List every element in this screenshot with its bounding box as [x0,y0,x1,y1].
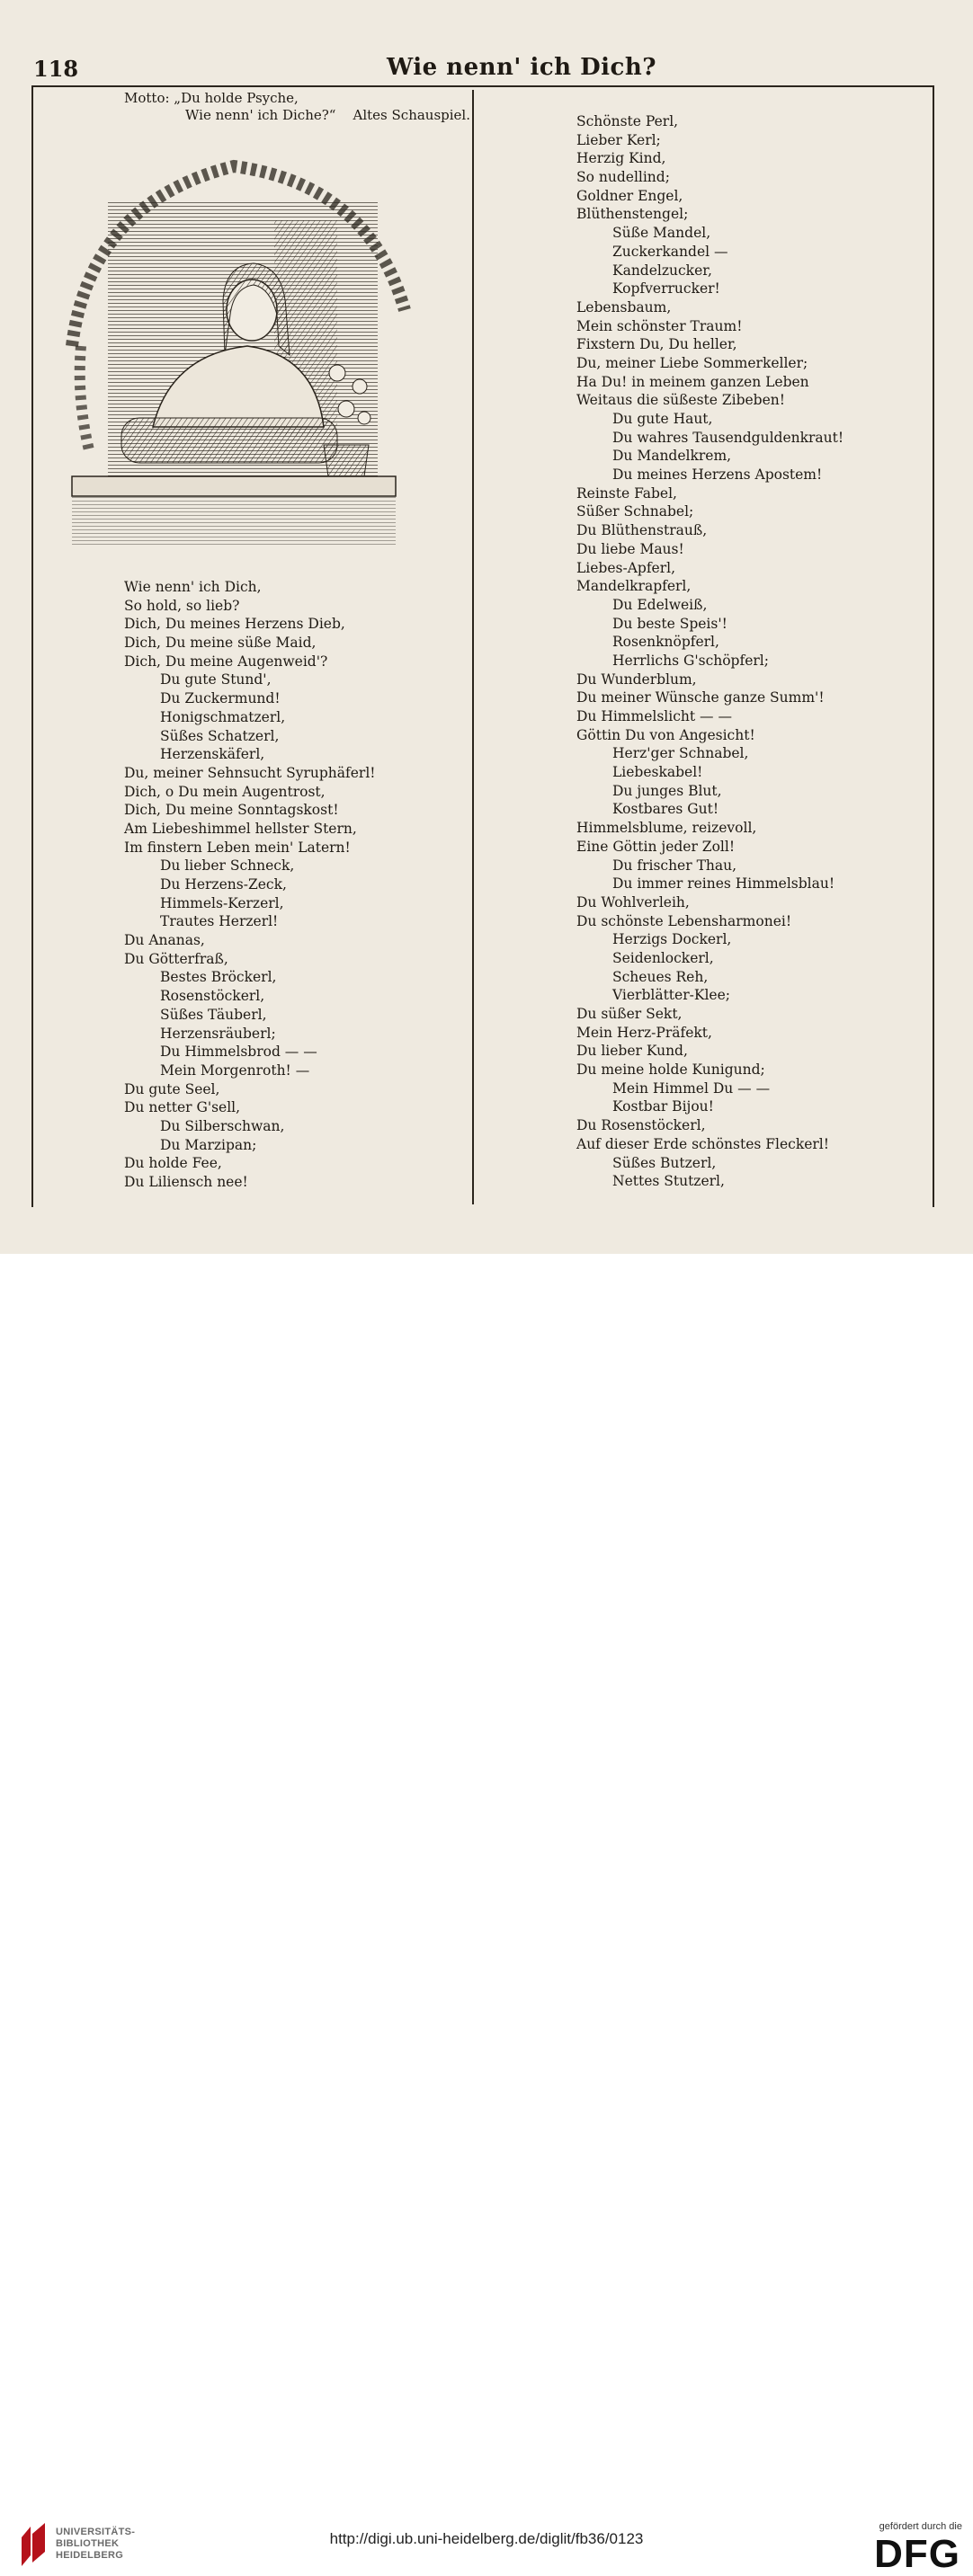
poem-line: Im finstern Leben mein' Latern! [124,839,351,856]
page-number: 118 [33,56,79,82]
frame-left-rule [31,85,33,1207]
poem-line: Du lieber Schneck, [160,857,295,875]
poem-line: Dich, Du meine Augenweid'? [124,653,328,670]
footer-bar [0,1254,973,2576]
poem-line: Am Liebeshimmel hellster Stern, [124,820,357,837]
poem-line: Du holde Fee, [124,1155,222,1172]
poem-line: Süßer Schnabel; [576,503,694,520]
poem-line: Du netter G'sell, [124,1099,241,1116]
poem-column-right [576,112,844,1191]
poem-line: Kandelzucker, [612,262,712,279]
poem-line: Du junges Blut, [612,782,722,799]
poem-line: Himmelsblume, reizevoll, [576,820,757,837]
poem-line: Süße Mandel, [612,225,711,242]
poem-line: Trautes Herzerl! [160,913,279,930]
cushion [121,418,337,463]
poem-line: Du, meiner Liebe Sommerkeller; [576,354,808,371]
poem-line: Honigschmatzerl, [160,708,286,725]
poem-line: Du, meiner Sehnsucht Syruphäferl! [124,764,376,781]
poem-line: Du Liliensch nee! [124,1174,248,1190]
poem-line: Du Ananas, [124,932,205,949]
poem-line: Du Mandelkrem, [612,448,732,465]
funding-note: gefördert durch die [879,2521,962,2532]
poem-line: Herzigs Dockerl, [612,931,732,948]
poem-line: Du Himmelsbrod — — [160,1044,317,1061]
poem-line: Du Zuckermund! [160,690,281,707]
poem-line: Kostbar Bijou! [612,1098,714,1115]
poem-line: Auf dieser Erde schönstes Fleckerl! [576,1135,829,1152]
source-url-link[interactable]: http://digi.ub.uni-heidelberg.de/diglit/fb36/0123 [329,2530,644,2547]
poem-line: Zuckerkandel — [612,243,728,260]
poem-line: Himmels-Kerzerl, [160,894,284,911]
motto [124,90,470,124]
poem-line: Du schönste Lebensharmonei! [576,912,792,929]
motto-source: Altes Schauspiel. [353,107,470,123]
poem-line: Süßes Täuberl, [160,1006,267,1023]
poem-line: Du Götterfraß, [124,950,228,967]
poem-line: Du Rosenstöckerl, [576,1117,706,1134]
flower-pot [324,445,369,476]
poem-line: Göttin Du von Angesicht! [576,726,755,743]
poem-line: Kopfverrucker! [612,280,720,298]
poem-line: Schönste Perl, [576,113,679,129]
scanned-page [0,0,973,1254]
poem-line: Rosenstöckerl, [160,988,265,1005]
sill-drapery [72,496,396,546]
poem-line: Mandelkrapferl, [576,578,692,595]
poem-line: Wie nenn' ich Dich, [124,579,262,595]
poem-line: Mein schönster Traum! [576,317,743,334]
poem-line: Du meines Herzens Apostem! [612,466,823,484]
poem-line: So nudellind; [576,169,670,186]
university-name: UNIVERSITÄTS- BIBLIOTHEK HEIDELBERG [56,2527,136,2561]
poem-column-left [124,578,376,1192]
dfg-logo: DFG [874,2532,960,2576]
engraving-illustration [54,130,414,553]
poem-line: Du Edelweiß, [612,596,708,613]
poem-line: Du Blüthenstrauß, [576,522,708,539]
vine-left [80,346,90,454]
poem-line: Dich, Du meines Herzens Dieb, [124,616,345,633]
poem-line: Ha Du! in meinem ganzen Leben [576,373,809,390]
poem-line: Du liebe Maus! [576,540,684,557]
poem-line: Kostbares Gut! [612,801,719,818]
motto-line-1: Motto: „Du holde Psyche, [124,90,299,106]
frame-right-rule [933,85,934,1207]
poem-line: Nettes Stutzerl, [612,1173,725,1190]
poem-line: Seidenlockerl, [612,949,714,966]
poem-line: Mein Herz-Präfekt, [576,1024,712,1041]
poem-line: Blüthenstengel; [576,206,689,223]
poem-line: Lieber Kerl; [576,131,661,148]
poem-line: Süßes Schatzerl, [160,727,280,744]
poem-line: So hold, so lieb? [124,597,240,614]
poem-line: Du wahres Tausendguldenkraut! [612,429,844,446]
poem-line: Reinste Fabel, [576,484,677,502]
poem-line: Fixstern Du, Du heller, [576,336,737,353]
poem-line: Bestes Bröckerl, [160,969,277,986]
poem-line: Du meine holde Kunigund; [576,1061,765,1079]
poem-line: Dich, Du meine Sonntagskost! [124,802,339,819]
poem-line: Du Wunderblum, [576,671,697,688]
poem-line: Weitaus die süßeste Zibeben! [576,392,785,409]
poem-line: Du Wohlverleih, [576,893,690,910]
column-divider [472,90,474,1204]
poem-line: Rosenknöpferl, [612,634,719,651]
windowsill [72,476,396,496]
poem-line: Goldner Engel, [576,187,683,204]
poem-line: Herzenskäferl, [160,746,265,763]
header-rule [31,85,934,87]
poem-line: Herzensräuberl; [160,1025,276,1042]
poem-line: Du Herzens-Zeck, [160,876,287,893]
poem-line: Lebensbaum, [576,298,672,315]
motto-line-2: Wie nenn' ich Diche?“ [185,107,336,123]
poem-line: Du gute Seel, [124,1080,220,1097]
poem-line: Du gute Haut, [612,411,713,427]
poem-line: Herrlichs G'schöpferl; [612,652,769,669]
poem-line: Du Himmelslicht — — [576,708,732,724]
poem-line: Eine Göttin jeder Zoll! [576,838,736,855]
poem-line: Herz'ger Schnabel, [612,745,749,762]
poem-line: Du frischer Thau, [612,857,737,874]
poem-line: Du gute Stund', [160,671,272,688]
poem-line: Du immer reines Himmelsblau! [612,875,835,893]
poem-line: Scheues Reh, [612,968,709,985]
poem-line: Dich, o Du mein Augentrost, [124,783,326,800]
poem-line: Süßes Butzerl, [612,1154,717,1171]
poem-line: Dich, Du meine süße Maid, [124,635,317,652]
poem-line: Vierblätter-Klee; [612,987,730,1004]
poem-line: Liebeskabel! [612,764,703,781]
poem-line: Du beste Speis'! [612,615,728,632]
poem-title: Wie nenn' ich Dich? [386,54,657,81]
poem-line: Du Marzipan; [160,1136,257,1153]
poem-line: Du meiner Wünsche ganze Summ'! [576,689,825,706]
poem-line: Du lieber Kund, [576,1043,688,1060]
poem-line: Mein Morgenroth! — [160,1061,310,1079]
poem-line: Liebes-Apferl, [576,559,676,576]
poem-line: Mein Himmel Du — — [612,1079,771,1097]
poem-line: Herzig Kind, [576,150,666,167]
poem-line: Du Silberschwan, [160,1117,285,1134]
poem-line: Du süßer Sekt, [576,1006,683,1022]
